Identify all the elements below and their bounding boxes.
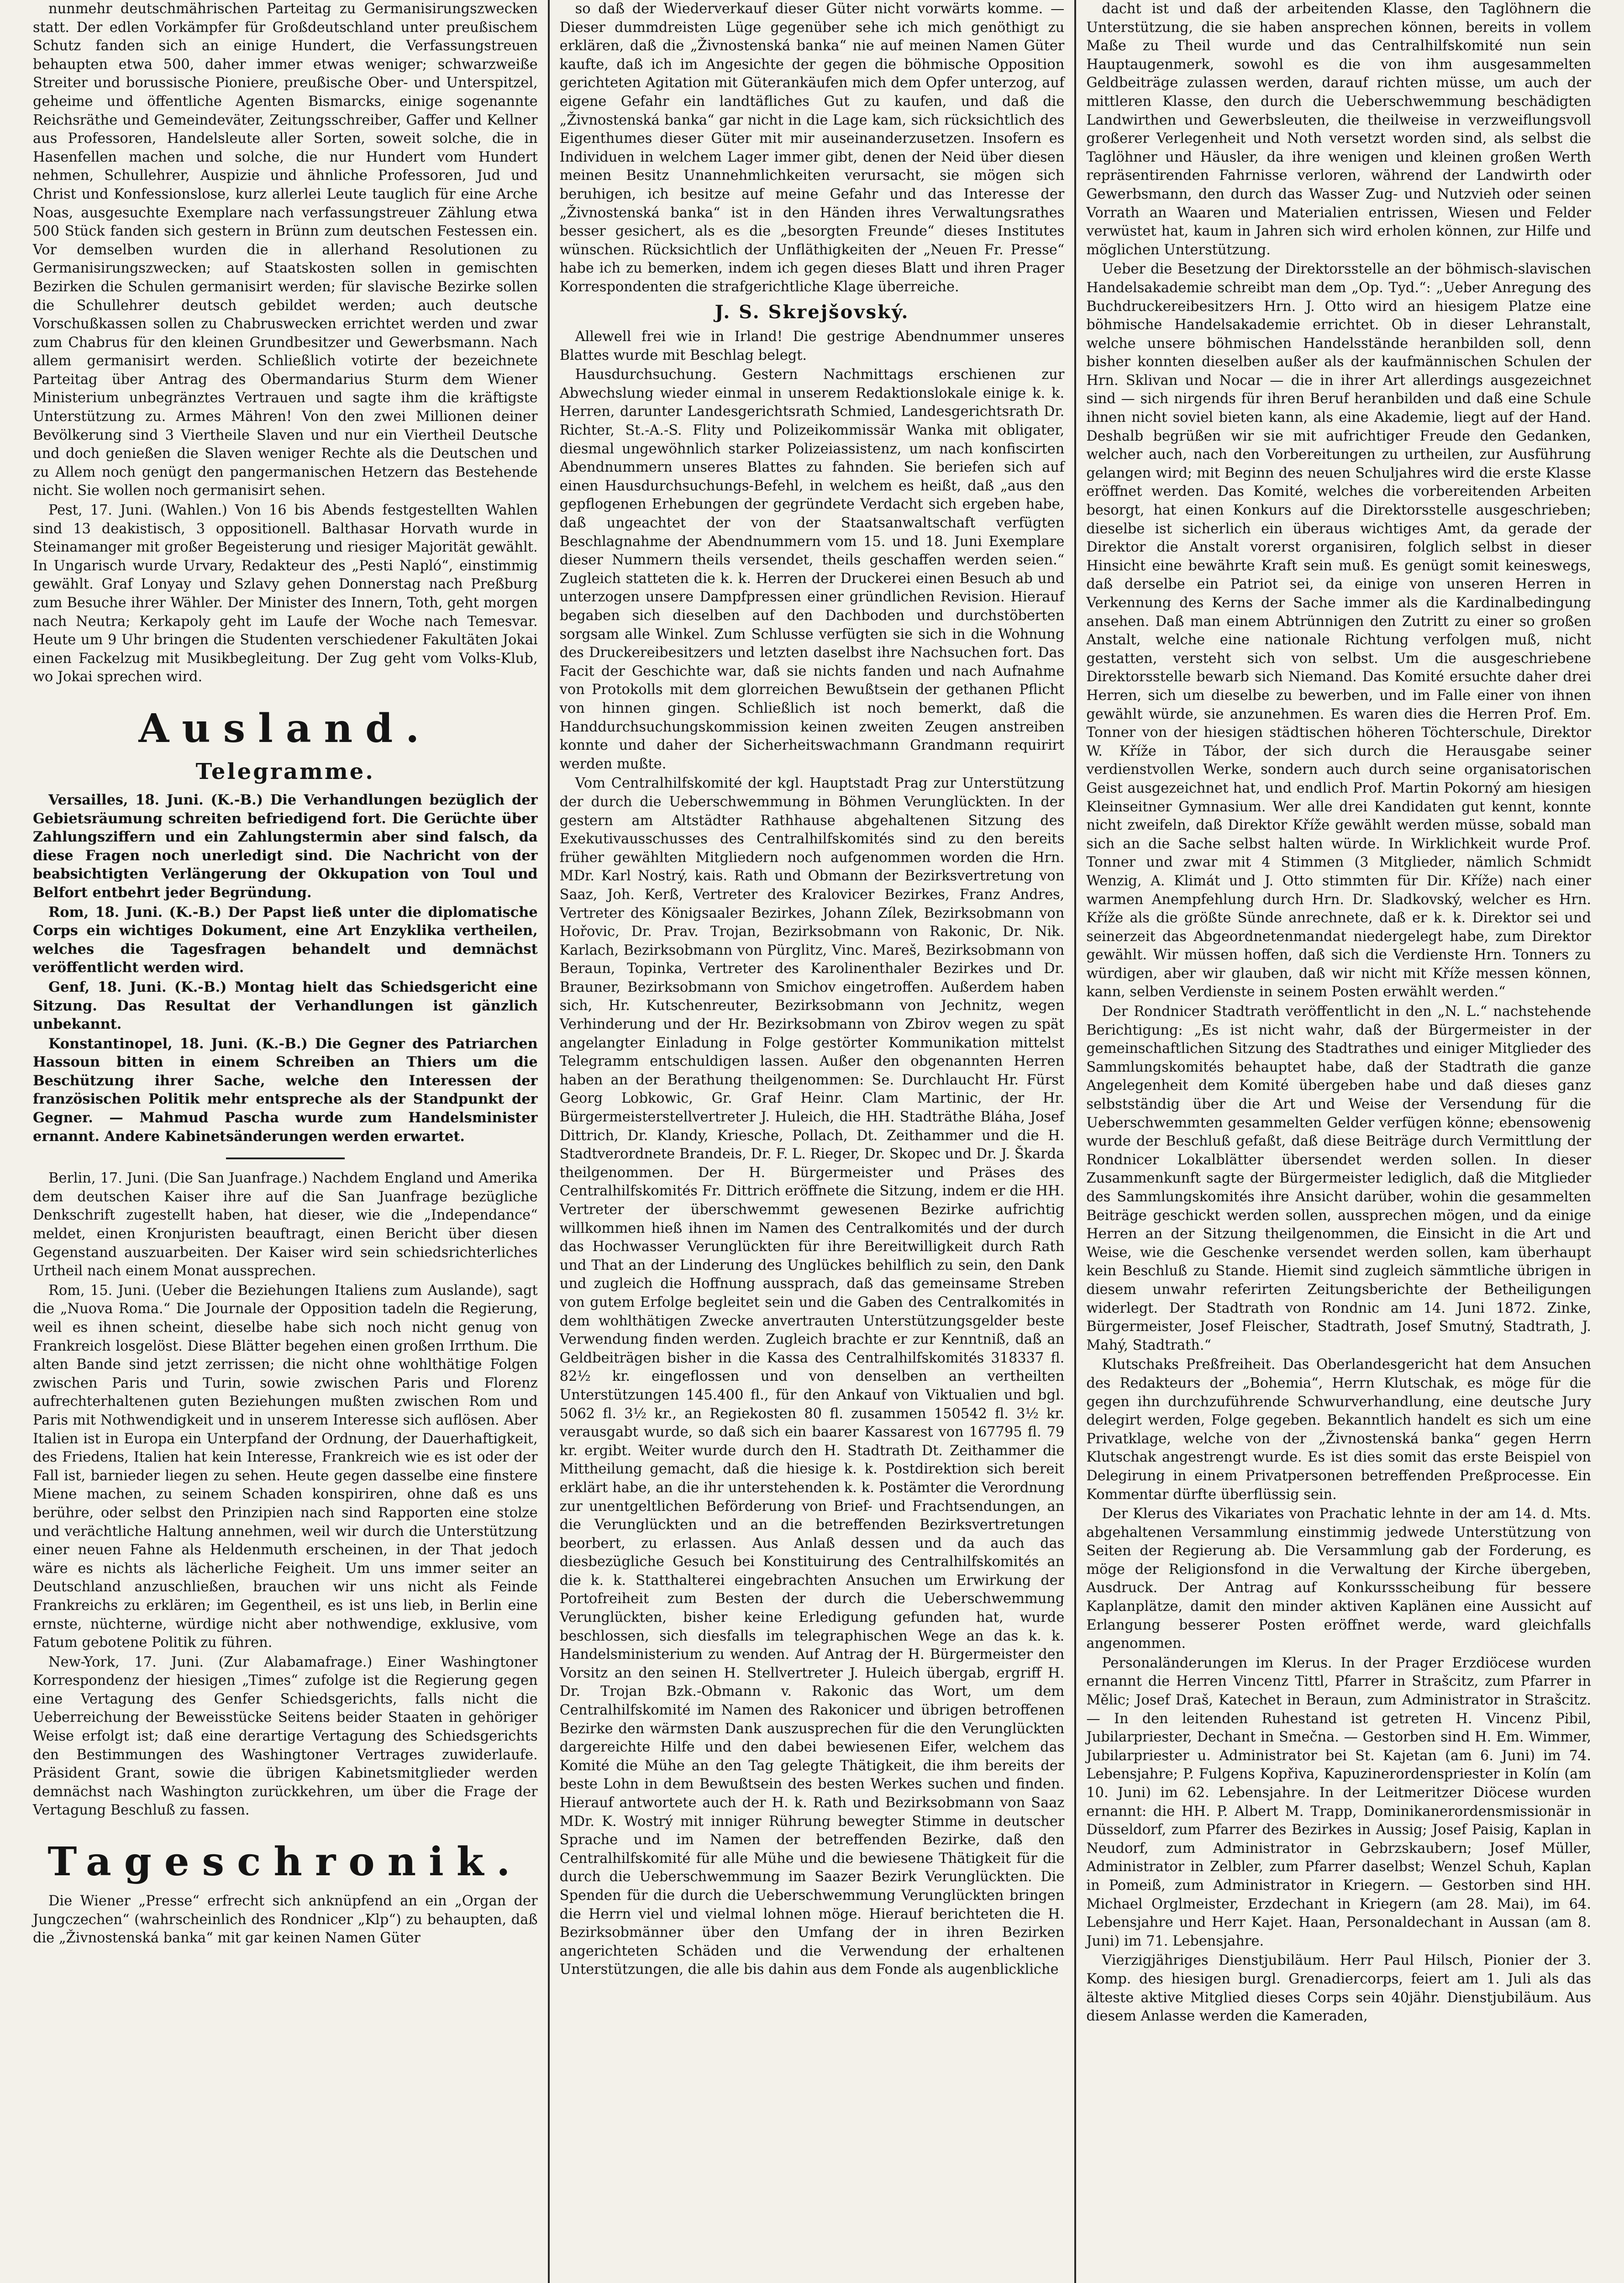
news-paragraph: New-York, 17. Juni. (Zur Alabamafrage.) Einer Washingtoner Korrespondenz der hiesigen „Times“ zufolge ist die Regierung gegen eine Vertagung des Genfer Schiedsgerichts, falls nicht die Ueberreichung der Beweisstücke Seitens beider Staaten in gehöriger Weise erfolgt ist; daß eine derartige Vertagung des Schiedsgerichts den Bestimmungen des Washingtoner Vertrages zuwiderlaufe. Präsident Grant, sowie die übrigen Kabinetsmitglieder werden demnächst nach Washington zurückkehren, um über die Frage der Vertagung Beschluß zu fassen. [33,1654,538,1819]
news-paragraph: Berlin, 17. Juni. (Die San Juanfrage.) Nachdem England und Amerika dem deutschen Kaiser ihre auf die San Juanfrage bezügliche Denkschrift zugestellt haben, hat dieser, wie die „Independance“ meldet, einen Kronjuristen beauftragt, einen Bericht über diesen Gegenstand auszuarbeiten. Der Kaiser wird sein schiedsrichterliches Urtheil nach einem Monat aussprechen. [33,1170,538,1279]
telegram-paragraph: Rom, 18. Juni. (K.-B.) Der Papst ließ unter die diplomatische Corps ein wichtiges Dokument, eine Art Enzyklika vertheilen, welches die Tagesfragen behandelt und demnächst veröffentlicht werden wird. [33,904,538,976]
article-paragraph: nunmehr deutschmährischen Parteitag zu Germanisirungszwecken statt. Der edlen Vorkämpfer für Großdeutschland unter preußischem Schutz fanden sich an einige Hundert, die Verfassungstreuen behaupten etwa 500, daher immer etwas weniger; schwarzweiße Streiter und borussische Pioniere, preußische Ober- und Unterspitzel, geheime und öffentliche Agenten Bismarcks, einige sogenannte Reichsräthe und Gemeindeväter, Zeitungsschreiber, Gaffer und Kellner aus Professoren, Handelsleute aller Sorten, soweit solche, die in Hasenfellen machen und solche, die nur Hundert vom Hundert nehmen, Schullehrer, Auspizie und ähnliche Professoren, Jud und Christ und Konfessionslose, kurz allerlei Leute tauglich für eine Arche Noas, ausgesuchte Exemplare nach verfassungstreuer Zählung etwa 500 Stück fanden sich gestern in Brünn zum deutschen Festessen ein. Vor demselben wurden die in allerhand Resolutionen zu Germanisirungszwecken; auf Staatskosten sollen in gemischten Bezirken die Schulen germanisirt werden; für slavische Bezirke sollen die Schullehrer deutsch gebildet werden; auch deutsche Vorschußkassen sollen zu Chabruswecken errichtet werden und zwar zum Chabrus für den kleinen Grundbesitzer und Gewerbsmann. Nach allem germanisirt werden. Schließlich votirte der bezeichnete Parteitag über Antrag des Obermandarius Sturm dem Wiener Ministerium unbegränztes Vertrauen und sagte ihm die kräftigste Unterstützung zu. Armes Mähren! Von den zwei Millionen deiner Bevölkerung sind 3 Viertheile Slaven und nur ein Viertheil Deutsche und doch genießen die Slaven weniger Rechte als die Deutschen und zu Allem noch genügt den pangermanischen Hetzern das Bestehende nicht. Sie wollen noch germanisirt sehen. [33,1,538,499]
article-paragraph: Vierzigjähriges Dienstjubiläum. Herr Paul Hilsch, Pionier der 3. Komp. des hiesigen burgl. Grenadiercorps, feiert am 1. Juli als das älteste aktive Mitglied dieses Corps sein 40jähr. Dienstjubiläum. Aus diesem Anlasse werden die Kameraden, [1086,1952,1592,2025]
section-title-tageschronik: Tageschronik. [47,1839,523,1885]
article-paragraph: Vom Centralhilfskomité der kgl. Hauptstadt Prag zur Unterstützung der durch die Ueberschwemmung in Böhmen Verunglückten. In der gestern am Altstädter Rathhause abgehaltenen Sitzung des Exekutivausschusses des Centralhilfskomités sind zu den bereits früher gewählten Mitgliedern noch aufgenommen worden die Hrn. MDr. Karl Nostrý, kais. Rath und Obmann der Bezirksvertretung von Saaz, Joh. Kerß, Vertreter des Kralovicer Bezirkes, Franz Andres, Vertreter des Königsaaler Bezirkes, Johann Zílek, Bezirksobmann von Hořovic, Dr. Prav. Trojan, Bezirksobmann von Rakonic, Dr. Nik. Karlach, Bezirksobmann von Pürglitz, Vinc. Mareš, Bezirksobmann von Beraun, Topinka, Vertreter des Karolinenthaler Bezirkes und Dr. Brauner, Bezirksobmann von Smichov eingetroffen. Außerdem haben sich, Hr. Kutschenreuter, Bezirksobmann von Jechnitz, wegen Verhinderung und der Hr. Bezirksobmann von Zbirov wegen zu spät angelangter Einladung in Folge gestörter Kommunikation mittelst Telegramm entschuldigen lassen. Außer den obgenannten Herren haben an der Berathung theilgenommen: Se. Durchlaucht Hr. Fürst Georg Lobkowic, Gr. Graf Heinr. Clam Martinic, der Hr. Bürgermeisterstellvertreter J. Huleich, die HH. Stadträthe Bláha, Josef Dittrich, Dr. Klandy, Kriesche, Pollach, Dt. Zeithammer und die H. Stadtverordnete Brandeis, Dr. F. L. Rieger, Dr. Skopec und Dr. J. Škarda theilgenommen. Der H. Bürgermeister und Präses des Centralhilfskomités Fr. Dittrich eröffnete die Sitzung, indem er die HH. Vertreter der überschwemmt gewesenen Bezirke aufrichtig willkommen hieß ihnen im Namen des Centralkomités und der durch das Hochwasser Verunglückten für ihre Bereitwilligkeit durch Rath und That an der Linderung des Unglückes behilflich zu sein, den Dank und zugleich die Hoffnung aussprach, daß das gemeinsame Streben von gutem Erfolge begleitet sein und die Gaben des Centralkomités in dem wohlthätigen Zwecke anvertrauten Unterstützungsgelder beste Verwendung finden werden. Zugleich brachte er zur Kenntniß, daß an Geldbeiträgen bisher in die Kassa des Centralhilfskomités 318337 fl. 82½ kr. eingeflossen und von denselben an vertheilten Unterstützungen 145.400 fl., für den Ankauf von Viktualien und bgl. 5062 fl. 3½ kr., an Regiekosten 80 fl. zusammen 150542 fl. 3½ kr. verausgabt wurde, so daß sich ein baarer Kassarest von 167795 fl. 79 kr. ergibt. Weiter wurde durch den H. Stadtrath Dt. Zeithammer die Mittheilung gemacht, daß die hiesige k. k. Postdirektion sich bereit erklärt habe, an die ihr unterstehenden k. k. Postämter die Verordnung zur unentgeltlichen Beförderung von Brief- und Frachtsendungen, an die Verunglückten und an die betreffenden Bezirksvertretungen beorbert, zu erlassen. Aus Anlaß dessen und da auch das diesbezügliche Gesuch bei Konstituirung des Centralhilfskomités an die k. k. Statthalterei eingebrachten Ansuchen um Erwirkung der Portofreiheit zum Besten der durch die Ueberschwemmung Verunglückten, bisher keine Erledigung gefunden hat, wurde beschlossen, sich diesfalls im telegraphischen Wege an das k. k. Handelsministerium zu wenden. Auf Antrag der H. Bürgermeister den Vorsitz an den seinen H. Stellvertreter J. Huleich übergab, ergriff H. Dr. Trojan Bzk.-Obmann v. Rakonic das Wort, um dem Centralhilfskomité im Namen des Rakonicer und übrigen betroffenen Bezirke den wärmsten Dank auszusprechen für die den Verunglückten dargereichte Hilfe und den dabei bewiesenen Eifer, welchem das Komité die Mühe an den Tag gelegte Thätigkeit, die ihm bereits der beste Lohn in dem Bewußtsein des besten Werkes suchen und finden. Hierauf antwortete auch der H. k. Rath und Bezirksobmann von Saaz MDr. K. Wostrý mit inniger Rührung bewegter Stimme in deutscher Sprache und im Namen der betreffenden Bezirke, daß den Centralhilfskomité für alle Mühe und die bewiesene Thätigkeit für die durch die Ueberschwemmung im Saazer Bezirk Verunglückten. Die Spenden für die durch die Ueberschwemmung Verunglückten bringen die Herrn viel und vielmal lohnen möge. Hierauf berichteten die H. Bezirksobmänner über den Umfang der in ihren Bezirken angerichteten Schäden und die Verwendung der erhaltenen Unterstützungen, die alle bis dahin aus dem Fonde als augenblickliche [559,775,1065,1978]
chronik-paragraph: Die Wiener „Presse“ erfrecht sich anknüpfend an ein „Organ der Jungczechen“ (wahrscheinlich des Rondnicer „Klp“) zu behaupten, daß die „Živnostenská banka“ mit gar keinen Namen Güter [33,1893,538,1946]
column-2 [550,0,1075,2283]
telegram-paragraph: Konstantinopel, 18. Juni. (K.-B.) Die Gegner des Patriarchen Hassoun bitten in einem Schreiben an Thiers um die Beschützung ihrer Sache, welche den Interessen der französischen Politik mehr entspreche als der Standpunkt der Gegner. — Mahmud Pascha wurde zum Handelsminister ernannt. Andere Kabinetsänderungen werden erwartet. [33,1035,538,1145]
article-paragraph: dacht ist und daß der arbeitenden Klasse, den Taglöhnern die Unterstützung, die sie haben ansprechen können, bereits in vollem Maße zu Theil wurde und das Centralhilfskomité nun sein Hauptaugenmerk, sowohl es die von ihm ausgesammelten Geldbeiträge zulassen werden, darauf richten müsse, um auch der mittleren Klasse, den durch die Ueberschwemmung beschädigten Landwirthen und Gewerbsleuten, die theilweise in verzweiflungsvoll großerer Verlegenheit und Noth versetzt worden sind, als selbst die Taglöhner und Häusler, da ihre wenigen und kleinen großen Werth repräsentirenden Fahrnisse verloren, während der Landwirth oder Gewerbsmann, den durch das Wasser Zug- und Nutzvieh oder seinen Vorrath an Waaren und Materialien entrissen, Wiesen und Felder verwüstet hat, kaum in Jahren sich wird erholen können, zur Hilfe und möglichen Unterstützung. [1086,1,1592,258]
section-subtitle-telegramme: Telegramme. [195,758,375,784]
telegram-paragraph: Genf, 18. Juni. (K.-B.) Montag hielt das Schiedsgericht eine Sitzung. Das Resultat der Verhandlungen ist gänzlich unbekannt. [33,978,538,1033]
telegram-paragraph: Versailles, 18. Juni. (K.-B.) Die Verhandlungen bezüglich der Gebietsräumung schreiten befriedigend fort. Die Gerüchte über Zahlungsziffern und ein Zahlungstermin aber sind falsch, da diese Fragen noch unerledigt sind. Die Nachricht von der beabsichtigten Verlängerung der Okkupation von Toul und Belfort entbehrt jeder Begründung. [33,791,538,901]
news-paragraph: Rom, 15. Juni. (Ueber die Beziehungen Italiens zum Auslande), sagt die „Nuova Roma.“ Die Journale der Opposition tadeln die Regierung, weil es ihnen scheint, dieselbe habe sich noch nicht genug von Frankreich losgelöst. Diese Blätter begehen einen großen Irrthum. Die alten Bande sind jetzt zerrissen; die nicht ohne wohlthätige Folgen zwischen Paris und Turin, sowie zwischen Paris und Florenz aufrechterhaltenen guten Beziehungen mußten zwischen Rom und Paris mit Nothwendigkeit und in unserem Interesse sich auflösen. Aber Italien ist in Europa ein Unterpfand der Ordnung, der Dauerhaftigkeit, des Friedens, Italien hat kein Interesse, Frankreich wie es ist oder der Fall ist, barnieder liegen zu sehen. Heute gegen dasselbe eine finstere Miene machen, zu seinem Schaden konspiriren, ohne daß es uns berühre, oder selbst den Prinzipien nach sind Rapporten eine stolze und verächtliche Haltung annehmen, weil wir durch die Unterstützung einer neuen Fahne als Heldenmuth erscheinen, in der That jedoch wäre es nichts als lächerliche Feigheit. Um uns immer seiter an Deutschland anzuschließen, brauchen wir uns nicht als Feinde Frankreichs zu erklären; im Gegentheil, es ist uns lieb, in Berlin eine ernste, nüchterne, würdige nicht aber nothwendige, exklusive, vom Fatum gebotene Politik zu führen. [33,1282,538,1651]
column-3 [1076,0,1601,2283]
article-paragraph: Der Rondnicer Stadtrath veröffentlicht in den „N. L.“ nachstehende Berichtigung: „Es ist nicht wahr, daß der Bürgermeister in der gemeinschaftlichen Sitzung des Stadtrathes und einiger Mitglieder des Sammlungskomités behauptet habe, daß der Stadtrath die ganze Angelegenheit dem Komité übergeben habe und daß dieses ganz selbstständig über die Art und Weise der Versendung für die Ueberschwemmten gesammelten Gelder verfügen könne; ebensowenig wurde der Beschluß gefaßt, daß diese Beiträge durch Vermittlung der Rondnicer Lokalblätter übersendet werden sollen. In dieser Zusammenkunft sagte der Bürgermeister lediglich, daß die Mitglieder des Sammlungskomités ihre Ansicht darüber, wohin die gesammelten Beiträge geschickt werden sollen, aussprechen mögen, und da einige Herren an der Sitzung theilgenommen, die Einsicht in die Art und Weise, wie die Geschenke versendet werden sollen, kam überhaupt kein Beschluß zu Stande. Hiemit sind zugleich sämmtliche übrigen in diesem unwahr referirten Zeitungsberichte der Betheiligungen widerlegt. Der Stadtrath von Rondnic am 14. Juni 1872. Zinke, Bürgermeister, Josef Fleischer, Stadtrath, Josef Smutný, Stadtrath, J. Mahý, Stadtrath.“ [1086,1004,1592,1353]
article-paragraph: so daß der Wiederverkauf dieser Güter nicht vorwärts komme. — Dieser dummdreisten Lüge gegenüber sehe ich mich genöthigt zu erklären, daß die „Živnostenská banka“ nie auf meinen Namen Güter kaufte, daß ich im Angesichte der gegen die böhmische Opposition gerichteten Agitation mit Güterankäufen mich dem Opfer unterzog, auf eigene Gefahr ein landtäfliches Gut zu kaufen, und daß die „Živnostenská banka“ gar nicht in die Lage kam, sich rücksichtlich des Eigenthumes dieser Güter mit mir auseinanderzusetzen. Insofern es Individuen in welchem Lager immer gibt, denen der Neid über diesen meinen Besitz Unannehmlichkeiten verursacht, sie mögen sich beruhigen, ich besitze auf meine Gefahr und das Interesse der „Živnostenská banka“ ist in den Händen ihres Verwaltungsrathes besser gesichert, als es die „besorgten Freunde“ dieses Institutes wünschen. Rücksichtlich der Unfläthigkeiten der „Neuen Fr. Presse“ habe ich zu bemerken, indem ich gegen dieses Blatt und ihren Prager Korrespondenten die strafgerichtliche Klage überreiche. [559,1,1065,295]
column-1 [23,0,548,2283]
section-title-ausland: Ausland. [138,705,432,752]
author-signature: J. S. Skrejšovský. [715,301,909,323]
article-paragraph: Personaländerungen im Klerus. In der Prager Erzdiöcese wurden ernannt die Herren Vincenz Tittl, Pfarrer in Strašcitz, zum Pfarrer in Mělic; Josef Draš, Katechet in Beraun, zum Administrator in Strašcitz. — In den leitenden Ruhestand ist getreten H. Vincenz Pibil, Jubilarpriester, Dechant in Smečna. — Gestorben sind H. Em. Wimmer, Jubilarpriester u. Administrator bei St. Kajetan (am 6. Juni) im 74. Lebensjahre; P. Fulgens Kopřiva, Kapuzinerordenspriester in Kolín (am 10. Juni) im 62. Lebensjahre. In der Leitmeritzer Diöcese wurden ernannt: die HH. P. Albert M. Trapp, Dominikanerordensmissionär in Düsseldorf, zum Pfarrer des Bezirkes in Aussig; Josef Paisig, Kaplan in Neudorf, zum Administrator in Gebrzskaubern; Josef Müller, Administrator in Zelbler, zum Pfarrer daselbst; Wenzel Schuh, Kaplan in Pomeiß, zum Administrator in Kriegern. — Gestorben sind HH. Michael Orglmeister, Erzdechant in Kriegern (am 28. Mai), im 64. Lebensjahre und Herr Kajet. Haan, Personaldechant in Aussan (am 8. Juni) im 71. Lebensjahre. [1086,1655,1592,1949]
article-paragraph: Allewell frei wie in Irland! Die gestrige Abendnummer unseres Blattes wurde mit Beschlag belegt. [559,329,1065,363]
article-paragraph: Pest, 17. Juni. (Wahlen.) Von 16 bis Abends festgestellten Wahlen sind 13 deakistisch, 3 oppositionell. Balthasar Horvath wurde in Steinamanger mit großer Begeisterung und riesiger Majorität gewählt. In Ungarisch wurde Urvary, Redakteur des „Pesti Napló“, einstimmig gewählt. Graf Lonyay und Szlavy gehen Donnerstag nach Preßburg zum Besuche ihrer Wähler. Der Minister des Innern, Toth, geht morgen nach Neutra; Kerkapoly geht im Laufe der Woche nach Temesvar. Heute um 9 Uhr bringen die Studenten verschiedener Fakultäten Jokai einen Fackelzug mit Musikbegleitung. Der Zug geht vom Volks-Klub, wo Jokai sprechen wird. [33,502,538,685]
column-container [23,0,1601,2283]
article-paragraph: Der Klerus des Vikariates von Prachatic lehnte in der am 14. d. Mts. abgehaltenen Versammlung einstimmig jedwede Unterstützung von Seiten der Regierung ab. Die Versammlung gab der Forderung, es möge der Religionsfond in die Verwaltung der Kirche übergeben, Ausdruck. Der Antrag auf Konkurssscheibung für bessere Kaplanplätze, damit den minder aktiven Kaplänen eine Aussicht auf Erlangung besserer Posten eröffnet werde, ward gleichfalls angenommen. [1086,1506,1592,1652]
divider [226,1157,345,1159]
article-paragraph: Klutschaks Preßfreiheit. Das Oberlandesgericht hat dem Ansuchen des Redakteurs der „Bohemia“, Herrn Klutschak, es möge für die gegen ihn durchzuführende Schwurverhandlung, eine deutsche Jury delegirt werden, Folge gegeben. Bekanntlich handelt es sich um eine Privatklage, welche von der „Živnostenská banka“ gegen Herrn Klutschak angestrengt wurde. Es ist dies somit das erste Beispiel von Delegirung in einem Privatpersonen betreffenden Preßprocesse. Ein Kommentar dürfte überflüssig sein. [1086,1357,1592,1503]
article-paragraph: Ueber die Besetzung der Direktorsstelle an der böhmisch-slavischen Handelsakademie schreibt man dem „Op. Tyd.“: „Ueber Anregung des Buchdruckereibesitzers Hrn. J. Otto wird an hiesigem Platze eine böhmische Handelsakademie errichtet. Ob in dieser Lehranstalt, welche unsere böhmischen Handelsstände heranbilden soll, denn bisher konnten dieselben außer als der kaufmännischen Schulen der Hrn. Sklivan und Nocar — die in ihrer Art allerdings ausgezeichnet sind — sich nirgends für ihren Beruf heranbilden und daß eine Schule ihnen nicht soviel bieten kann, als eine Akademie, liegt auf der Hand. Deshalb begrüßen wir sie mit aufrichtiger Freude den Gedanken, welcher auch, nach den Vorbereitungen zu urtheilen, zur Ausführung gelangen wird; mit Beginn des neuen Schuljahres wird die erste Klasse eröffnet werden. Das Komité, welches die vorbereitenden Arbeiten besorgt, hat einen Konkurs auf die Direktorsstelle ausgeschrieben; dieselbe ist sicherlich ein überaus wichtiges Amt, da gerade der Direktor die Anstalt vorerst organisiren, folglich selbst in dieser Hinsicht eine bewährte Kraft sein muß. Es genügt somit keineswegs, daß derselbe ein Patriot sei, da einige von unseren Herren in Verkennung des Kerns der Sache immer als die Kardinalbedingung ansehen. Daß man einem Abtrünnigen den Zutritt zu einer so großen Anstalt, welche eine nationale Richtung verfolgen muß, nicht gestatten, versteht sich von selbst. Um die ausgeschriebene Direktorsstelle bewarb sich Niemand. Das Komité ersuchte daher drei Herren, sich um dieselbe zu bewerben, und im Falle einer von ihnen gewählt würde, sie anzunehmen. Es waren dies die Herren Prof. Em. Tonner von der hiesigen städtischen höheren Töchterschule, Direktor W. Kříže in Tábor, der sich durch die Herausgabe seiner verdienstvollen Werke, sondern auch durch seine organisatorischen Geist ausgezeichnet hat, und endlich Prof. Martin Pokorný am hiesigen Kleinseitner Gymnasium. Wer alle drei Kandidaten gut kennt, konnte nicht zweifeln, daß Direktor Kříže gewählt werden müsse, sobald man sich an die Sache selbst halten würde. In Wirklichkeit wurde Prof. Tonner und zwar mit 4 Stimmen (3 Mitglieder, nämlich Schmidt Wenzig, A. Klimát und J. Otto stimmten für Dir. Kříže) nach einer warmen Anempfehlung durch Hrn. Dr. Sladkovský, welcher es Hrn. Kříže als die größte Sünde anrechnete, daß er k. k. Direktor sei und seinerzeit das Abgeordnetenmandat niedergelegt habe, zum Direktor gewählt. Wir müssen hoffen, daß sich die Verdienste Hrn. Tonners zu würdigen, aber wir glauben, daß wir nicht mit Kříže messen können, kann, selben Verdienste in seinem Posten erwählt werden.“ [1086,261,1592,1000]
article-paragraph: Hausdurchsuchung. Gestern Nachmittags erschienen zur Abwechslung wieder einmal in unserem Redaktionslokale einige k. k. Herren, darunter Landesgerichtsrath Schmied, Landesgerichtsrath Dr. Richter, St.-A.-S. Flity und Polizeikommissär Wanka mit obligater, diesmal ungewöhnlich starker Polizeiassistenz, um nach konfiscirten Abendnummern unseres Blattes zu fahnden. Sie beriefen sich auf einen Hausdurchsuchungs-Befehl, in welchem es heißt, daß „aus den gepflogenen Erhebungen der gegründete Verdacht sich ergeben habe, daß ungeachtet der von der Staatsanwaltschaft verfügten Beschlagnahme der Abendnummern vom 15. und 18. Juni Exemplare dieser Nummern theils versendet, theils geschaffen werden seien.“ Zugleich statteten die k. k. Herren der Druckerei einen Besuch ab und unterzogen unsere Dampfpressen einer gründlichen Revision. Hierauf begaben sich dieselben auf den Dachboden und durchstöberten sorgsam alle Winkel. Zum Schlusse verfügten sie sich in die Wohnung des Druckereibesitzers und letzten daselbst ihre Nachsuchen fort. Das Facit der Geschichte war, daß sie nichts fanden und nach Aufnahme von Protokolls mit dem glorreichen Bewußtsein der gethanen Pflicht von hinnen gingen. Schließlich ist noch bemerkt, daß die Handdurchsuchungskommission keinen zweiten Zeugen anstreiben konnte und daher der Sicherheitswachmann Grandmann requirirt werden mußte. [559,367,1065,772]
